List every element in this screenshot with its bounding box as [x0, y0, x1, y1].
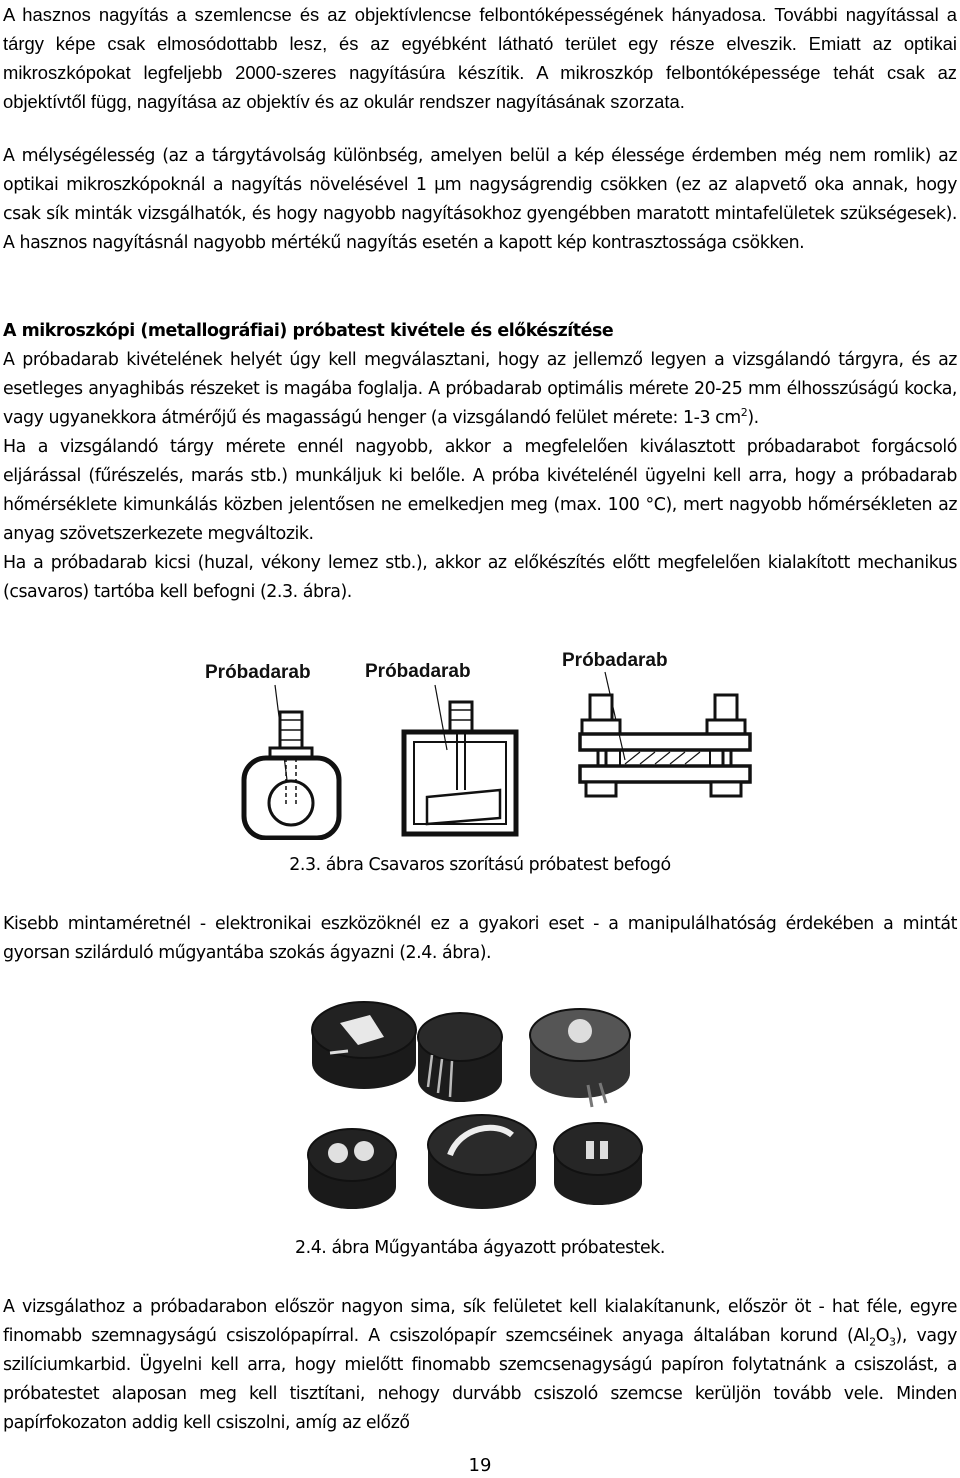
- mounted-specimen-drawing: [312, 1002, 416, 1089]
- section-specimen-preparation: [3, 317, 957, 607]
- mounted-specimen-drawing: [530, 1009, 630, 1107]
- paragraph-useful-magnification: [3, 0, 957, 116]
- paragraph-text: ), vagy szilíciumkarbid. Ügyelni kell arra, hogy mielőtt finomabb szemcsenagyságú papíron folytatnánk a csiszolást, a próbatestet alaposan meg kell tisztítani, nehogy durvább csiszoló szemcse kerüljön tovább vele. Minden papírfokozaton addig kell csiszolni, amíg az előző: [3, 1326, 957, 1433]
- paragraph-grinding-text: [3, 1293, 957, 1438]
- paragraph-text: Kisebb mintaméretnél - elektronikai eszközöknél ez a gyakori eset - a manipulálhatóság érdekében a mintát gyorsan szilárduló műgyantába szokás ágyazni (2.4. ábra).: [3, 914, 957, 963]
- figure-caption: 2.4. ábra Műgyantába ágyazott próbatestek.: [295, 1238, 665, 1258]
- mounted-specimen-drawing: [554, 1123, 642, 1205]
- figure-label: Próbadarab: [365, 661, 471, 682]
- paragraph-large-specimen: Ha a vizsgálandó tárgy mérete ennél nagyobb, akkor a megfelelően kiválasztott próbadarabot forgácsoló eljárással (fűrészelés, marás stb.) munkáljuk ki belőle. A próba kivételénél ügyelni kell arra, hogy a próbadarab hőmérséklete kimunkálás közben jelentősen ne emelkedjen meg (max. 100 °C), mert nagyobb hőmérsékleten az anyag szövetszerkezete megváltozik.: [3, 437, 957, 544]
- figure-caption: 2.3. ábra Csavaros szorítású próbatest befogó: [289, 855, 671, 875]
- paragraph-small-specimen: Ha a próbadarab kicsi (huzal, vékony lemez stb.), akkor az előkészítés előtt megfelelően kialakított mechanikus (csavaros) tartóba kell befogni (2.3. ábra).: [3, 553, 957, 602]
- paragraph-text: A mélységélesség (az a tárgytávolság különbség, amelyen belül a kép élessége érdemben még nem romlik) az optikai mikroszkópoknál a nagyítás növelésével 1 μm nagyságrendig csökken (ez az alapvető oka annak, hogy csak sík minták vizsgálhatók, és hogy nagyobb nagyításokhoz gyengébben maratott mintafelületek szükségesek). A hasznos nagyításnál nagyobb mértékű nagyítás esetén a kapott kép kontrasztossága csökken.: [3, 146, 957, 253]
- paragraph-text: A hasznos nagyítás a szemlencse és az objektívlencse felbontóképességének hányadosa. További nagyítással a tárgy képe csak elmosódottabb lesz, és az egyébként látható terület egy része elveszik. Emiatt az optikai mikroszkópokat legfeljebb 2000-szeres nagyításúra készítik. A mikroszkóp felbontóképessége tehát csak az objektívtől függ, nagyítása az objektív és az okulár rendszer nagyításának szorzata.: [3, 4, 957, 112]
- subscript: 2: [869, 1335, 876, 1349]
- bolted-plate-clamp-drawing: [580, 672, 750, 796]
- paragraph-text: A vizsgálathoz a próbadarabon először nagyon sima, sík felületet kell kialakítanunk, először öt - hat féle, egyre finomabb szemnagyságú csiszolópapírral. A csiszolópapír szemcséinek anyaga általában korund (Al: [3, 1297, 957, 1346]
- resin-mounted-specimens-figure: [300, 995, 670, 1225]
- ring-clamp-drawing: [244, 685, 339, 838]
- paragraph-text: O: [875, 1326, 889, 1346]
- superscript: 2: [740, 406, 748, 420]
- paragraph-depth-of-field: [3, 142, 957, 258]
- page-number: 19: [468, 1455, 492, 1476]
- mounted-specimen-drawing: [428, 1115, 536, 1209]
- mounted-specimen-drawing: [418, 1013, 502, 1102]
- frame-clamp-drawing: [404, 685, 516, 834]
- paragraph-text: A próbadarab kivételének helyét úgy kell megválasztani, hogy az jellemző legyen a vizsgálandó tárgyra, és az esetleges anyaghibás részeket is magába foglalja. A próbadarab optimális mérete 20-25 mm élhosszúságú kocka, vagy ugyanekkora átmérőjű és magasságú henger (a vizsgálandó felület mérete: 1-3 cm: [3, 350, 957, 428]
- subscript: 3: [888, 1335, 896, 1349]
- paragraph-text-end: ).: [747, 408, 759, 428]
- figure-label: Próbadarab: [562, 650, 668, 671]
- paragraph-embedding: [3, 910, 957, 968]
- paragraph-grinding: [3, 1293, 957, 1438]
- paragraph-specimen-location: [3, 346, 957, 433]
- specimen-clamp-figure: [195, 640, 755, 840]
- figure-label: Próbadarab: [205, 662, 311, 683]
- mounted-specimen-drawing: [308, 1129, 396, 1209]
- section-heading: A mikroszkópi (metallográfiai) próbatest kivétele és előkészítése: [3, 321, 614, 341]
